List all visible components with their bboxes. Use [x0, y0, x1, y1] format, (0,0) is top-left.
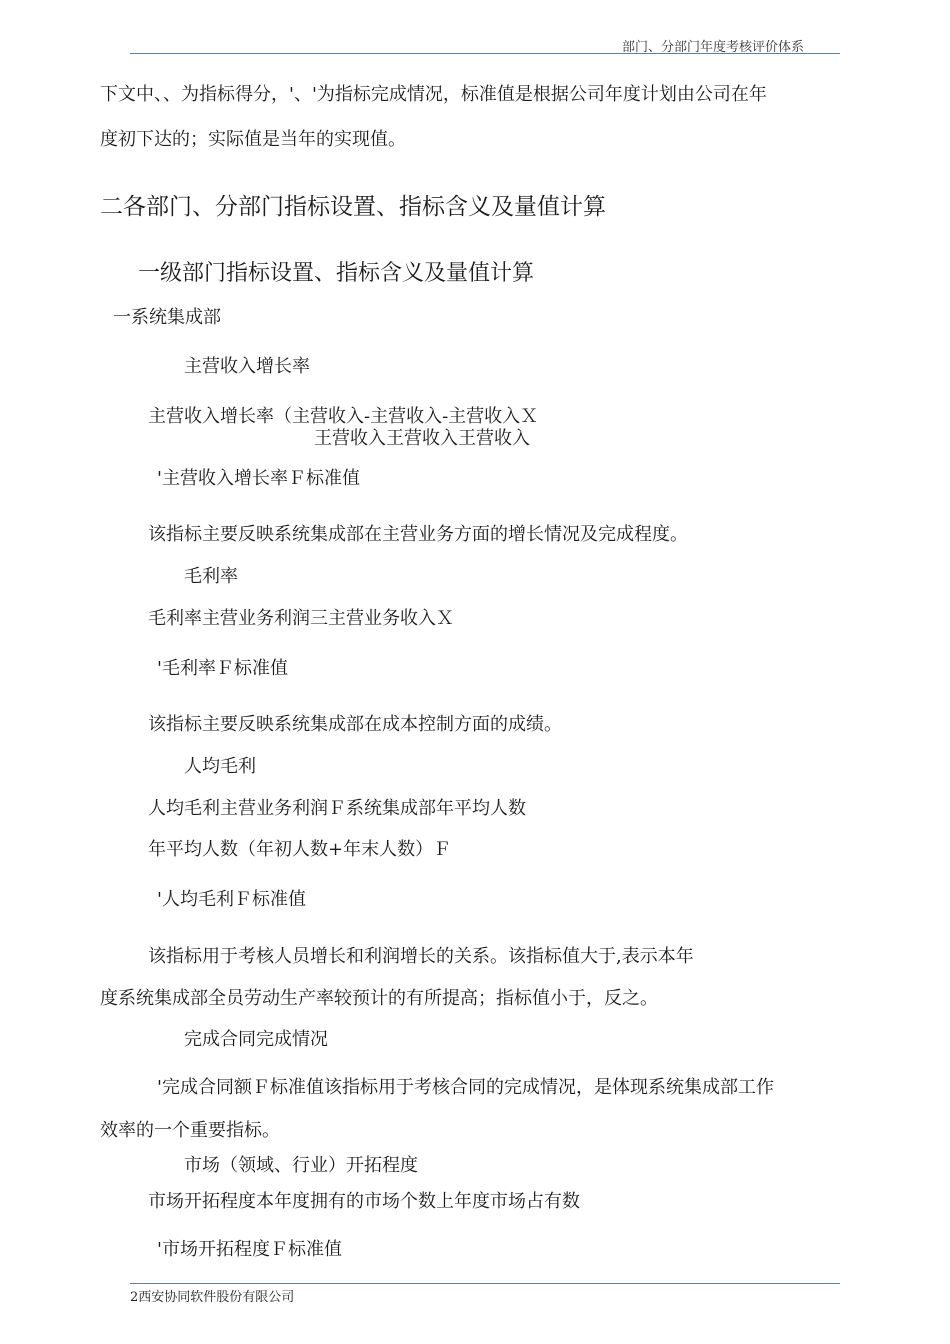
score-revenue-growth: '主营收入增长率Ｆ标准值: [157, 468, 360, 489]
desc-per-capita-profit-line-2: 度系统集成部全员劳动生产率较预计的有所提高；指标值小于，反之。: [100, 988, 658, 1009]
formula-per-capita-profit: 人均毛利主营业务利润Ｆ系统集成部年平均人数: [148, 798, 526, 819]
desc-per-capita-profit-line-1: 该指标用于考核人员增长和利润增长的关系。该指标值大于,表示本年: [148, 946, 694, 967]
formula-revenue-growth-line-1: 主营收入增长率（主营收入-主营收入-主营收入Ｘ: [148, 406, 539, 427]
formula-revenue-growth-line-2: 王营收入王营收入王营收入: [314, 428, 530, 449]
formula-gross-margin: 毛利率主营业务利润三主营业务收入Ｘ: [148, 608, 454, 629]
running-header: 部门、分部门年度考核评价体系: [622, 40, 805, 55]
score-per-capita-profit: '人均毛利Ｆ标准值: [157, 889, 306, 910]
score-market-expansion: '市场开拓程度Ｆ标准值: [157, 1239, 342, 1260]
indicator-title-revenue-growth: 主营收入增长率: [184, 356, 310, 377]
intro-line-2: 度初下达的；实际值是当年的实现值。: [100, 129, 406, 150]
department-heading: 一系统集成部: [113, 307, 221, 328]
indicator-title-gross-margin: 毛利率: [184, 566, 238, 587]
section-heading: 二各部门、分部门指标设置、指标含义及量值计算: [100, 194, 606, 220]
formula-average-headcount: 年平均人数（年初人数+年末人数）Ｆ: [148, 839, 452, 860]
intro-line-1: 下文中、、为指标得分，'、'为指标完成情况，标准值是根据公司年度计划由公司在年: [100, 84, 767, 105]
footer-company: 2西安协同软件股份有限公司: [130, 1290, 295, 1305]
indicator-title-market-expansion: 市场（领域、行业）开拓程度: [184, 1155, 418, 1176]
indicator-title-per-capita-profit: 人均毛利: [184, 756, 256, 777]
indicator-title-contract-completion: 完成合同完成情况: [184, 1029, 328, 1050]
desc-revenue-growth: 该指标主要反映系统集成部在主营业务方面的增长情况及完成程度。: [148, 524, 688, 545]
score-gross-margin: '毛利率Ｆ标准值: [157, 658, 288, 679]
formula-market-expansion: 市场开拓程度本年度拥有的市场个数上年度市场占有数: [148, 1191, 580, 1212]
desc-contract-completion-line-1: '完成合同额Ｆ标准值该指标用于考核合同的完成情况，是体现系统集成部工作: [157, 1077, 774, 1098]
subsection-heading: 一级部门指标设置、指标含义及量值计算: [138, 261, 535, 286]
footer-rule: [130, 1283, 840, 1284]
desc-gross-margin: 该指标主要反映系统集成部在成本控制方面的成绩。: [148, 714, 562, 735]
desc-contract-completion-line-2: 效率的一个重要指标。: [100, 1120, 280, 1141]
header-rule: [130, 53, 840, 54]
